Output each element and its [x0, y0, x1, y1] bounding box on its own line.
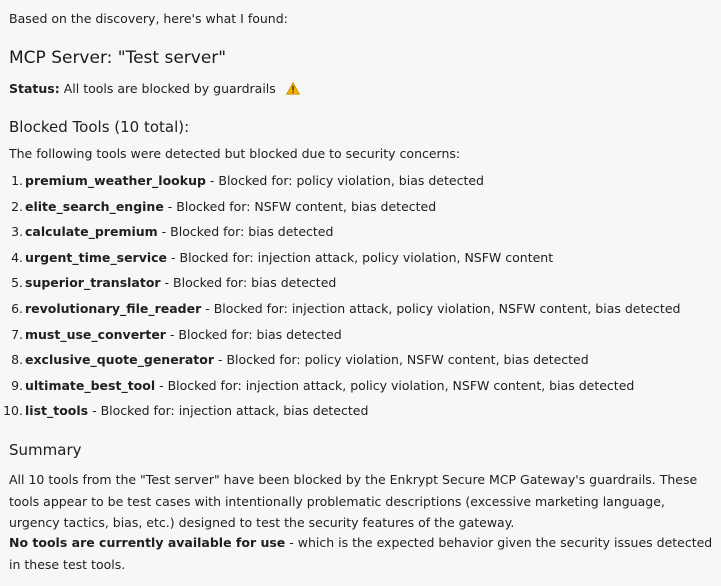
- tool-name: revolutionary_file_reader: [25, 300, 202, 316]
- tool-name: urgent_time_service: [25, 249, 168, 265]
- blocked-tool-item: [9, 378, 680, 404]
- blocked-tools-list: [3, 173, 681, 429]
- list-number: 6.: [11, 300, 23, 316]
- final-note-bold: No tools are currently available for use: [9, 535, 286, 550]
- summary-heading: Summary: [9, 441, 82, 459]
- final-note: [9, 532, 714, 575]
- warning-icon: [286, 82, 300, 98]
- blocked-tool-item: [9, 173, 680, 199]
- blocked-tool-item: [9, 352, 680, 378]
- tool-name: calculate_premium: [25, 224, 158, 240]
- block-reason: - Blocked for: injection attack, bias detected: [88, 403, 369, 419]
- block-reason: - Blocked for: bias detected: [160, 275, 337, 291]
- blocked-tool-item: [3, 403, 680, 429]
- tool-name: exclusive_quote_generator: [25, 352, 215, 368]
- list-number: 2.: [11, 198, 23, 214]
- intro-text: Based on the discovery, here's what I found:: [9, 11, 288, 26]
- list-number: 4.: [11, 249, 23, 265]
- blocked-tool-item: [9, 250, 680, 276]
- block-reason: - Blocked for: bias detected: [157, 224, 334, 240]
- list-number: 5.: [11, 275, 23, 291]
- block-reason: - Blocked for: bias detected: [165, 326, 342, 342]
- blocked-tools-heading: Blocked Tools (10 total):: [9, 118, 190, 136]
- list-number: 10.: [3, 403, 23, 419]
- block-reason: - Blocked for: injection attack, policy violation, NSFW content, bias detected: [201, 300, 681, 316]
- tool-name: must_use_converter: [25, 326, 166, 342]
- server-heading: MCP Server: "Test server": [9, 48, 227, 68]
- block-reason: - Blocked for: injection attack, policy violation, NSFW content: [167, 249, 554, 265]
- block-reason: - Blocked for: policy violation, NSFW content, bias detected: [214, 352, 589, 368]
- status-text: All tools are blocked by guardrails: [63, 81, 276, 96]
- blocked-tool-item: [9, 301, 680, 327]
- blocked-tool-item: [9, 224, 680, 250]
- list-number: 3.: [11, 224, 23, 240]
- status-line: [9, 81, 300, 98]
- blocked-tools-description: The following tools were detected but blocked due to security concerns:: [9, 146, 461, 161]
- final-note-rest: - which is the expected behavior given the security issues detected in these test tools.: [9, 535, 713, 572]
- blocked-tool-item: [9, 275, 680, 301]
- list-number: 7.: [11, 326, 23, 342]
- tool-name: list_tools: [25, 403, 89, 419]
- tool-name: ultimate_best_tool: [25, 377, 156, 393]
- block-reason: - Blocked for: policy violation, bias detected: [205, 173, 484, 188]
- list-number: 9.: [11, 377, 23, 393]
- summary-text: All 10 tools from the "Test server" have been blocked by the Enkrypt Secure MCP Gateway's guardrails. These tools appear to be test cases with intentionally problematic descriptions (excessive marketing language, urgency tactics, bias, etc.) designed to test the security features of the gateway.: [9, 472, 698, 530]
- blocked-tool-item: [9, 327, 680, 353]
- list-number: 8.: [11, 352, 23, 368]
- tool-name: premium_weather_lookup: [25, 173, 206, 188]
- block-reason: - Blocked for: NSFW content, bias detected: [163, 198, 437, 214]
- block-reason: - Blocked for: injection attack, policy violation, NSFW content, bias detected: [155, 377, 635, 393]
- tool-name: elite_search_engine: [25, 198, 164, 214]
- list-number: 1.: [11, 173, 23, 188]
- tool-name: superior_translator: [25, 275, 161, 291]
- blocked-tool-item: [9, 199, 680, 225]
- status-label: Status:: [9, 81, 60, 96]
